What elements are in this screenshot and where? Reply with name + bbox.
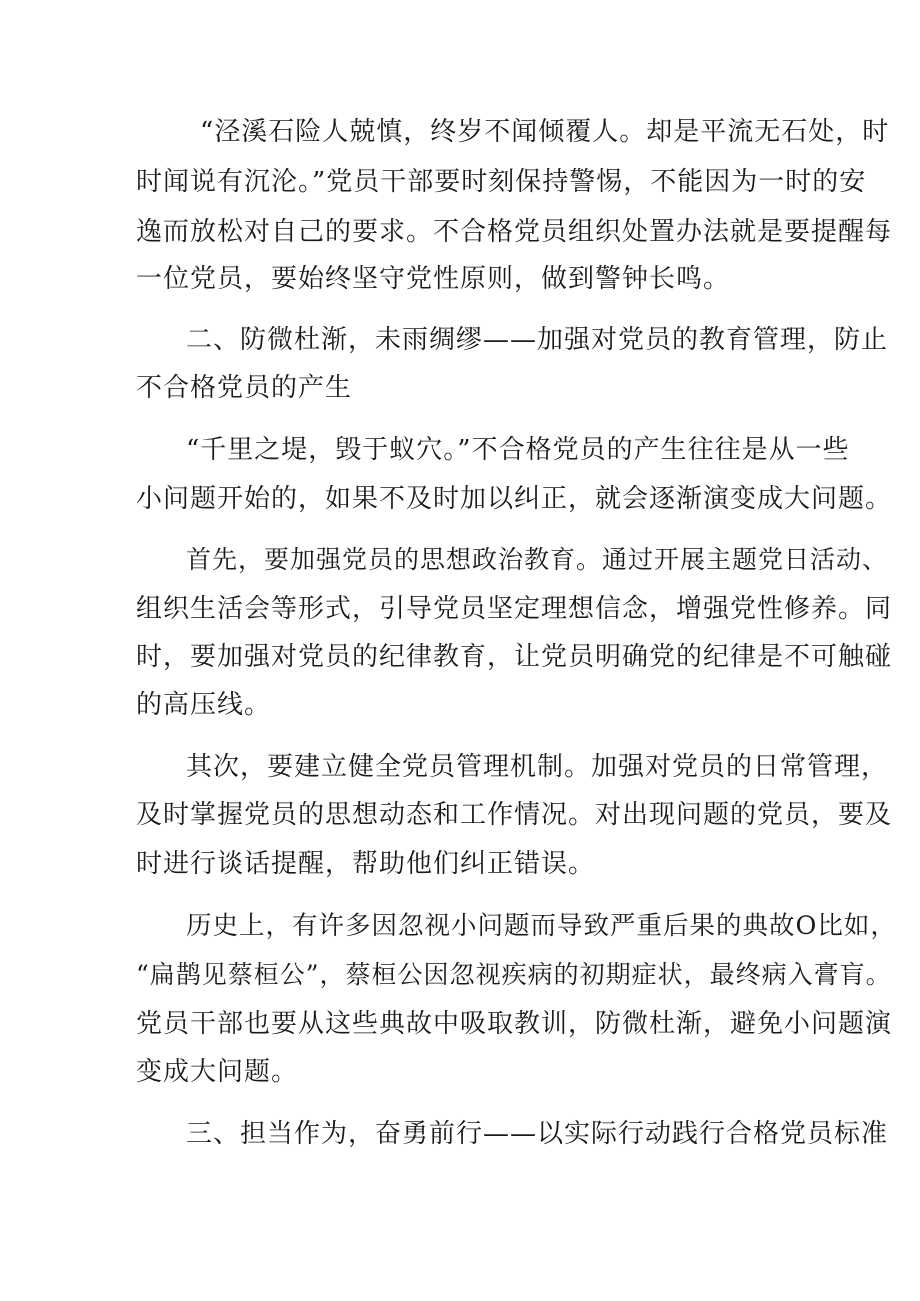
paragraph-6-line-1: 历史上，有许多因忽视小问题而导致严重后果的典故O比如， [186, 911, 897, 941]
paragraph-4-line-3: 时，要加强对党员的纪律教育，让党员明确党的纪律是不可触碰 [136, 642, 893, 672]
paragraph-6-line-4: 变成大问题。 [136, 1057, 299, 1087]
paragraph-3-line-2: 小问题开始的，如果不及时加以纠正，就会逐渐演变成大问题。 [136, 484, 893, 514]
paragraph-3-line-1: “千里之堤，毁于蚁穴。”不合格党员的产生往往是从一些 [186, 435, 850, 465]
paragraph-4-line-4: 的高压线。 [136, 690, 272, 720]
paragraph-1-line-1: “泾溪石险人兢慎，终岁不闻倾覆人。却是平流无石处，时 [200, 117, 890, 147]
paragraph-5-line-3: 时进行谈话提醒，帮助他们纠正错误。 [136, 849, 596, 879]
paragraph-6-line-3: 党员干部也要从这些典故中吸取教训，防微杜渐，避免小问题演 [136, 1009, 893, 1039]
section-heading-3-line-1: 三、担当作为，奋勇前行——以实际行动践行合格党员标准 [186, 1119, 889, 1149]
paragraph-4-line-2: 组织生活会等形式，引导党员坚定理想信念，增强党性修养。同 [136, 594, 893, 624]
paragraph-1-line-3: 逸而放松对自己的要求。不合格党员组织处置办法就是要提醒每 [136, 217, 893, 247]
paragraph-6-line-2: “扁鹊见蔡桓公”，蔡桓公因忽视疾病的初期症状，最终病入膏肓。 [136, 960, 892, 989]
paragraph-1-line-4: 一位党员，要始终坚守党性原则，做到警钟长鸣。 [136, 264, 731, 294]
section-heading-2-line-1: 二、防微杜渐，未雨绸缪——加强对党员的教育管理，防止 [186, 325, 889, 355]
paragraph-5-line-2: 及时掌握党员的思想动态和工作情况。对出现问题的党员，要及 [136, 800, 893, 830]
section-heading-2-line-2: 不合格党员的产生 [136, 373, 353, 403]
paragraph-4-line-1: 首先，要加强党员的思想政治教育。通过开展主题党日活动、 [186, 545, 889, 574]
paragraph-5-line-1: 其次，要建立健全党员管理机制。加强对党员的日常管理， [186, 752, 889, 782]
paragraph-1-line-2: 时闻说有沉沦。”党员干部要时刻保持警惕，不能因为一时的安 [136, 167, 867, 197]
